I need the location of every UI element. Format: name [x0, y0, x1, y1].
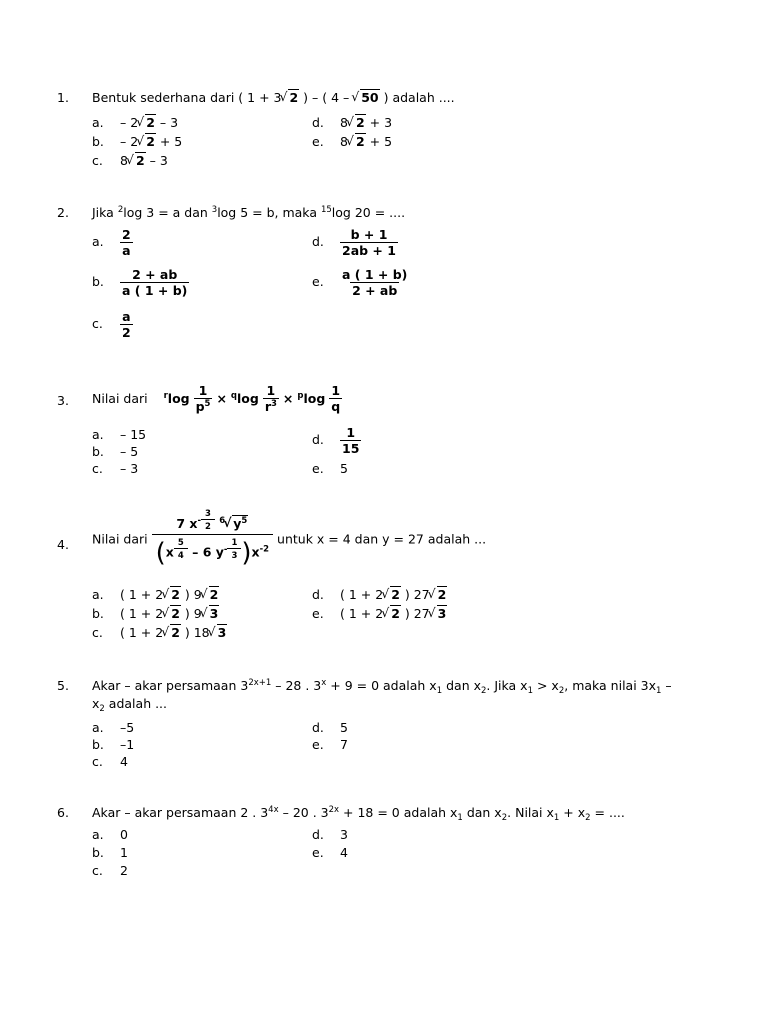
option-c: c. – 3 — [92, 461, 139, 476]
option-e: e. 8√ 2 + 5 — [312, 134, 392, 149]
option-a: a. ( 1 + 2√ 2 ) 9√ 2 — [92, 587, 219, 602]
option-d: d. 3 — [312, 827, 348, 842]
option-d: d. $\frac{b + 1}{2ab + 1}$ — [312, 227, 396, 258]
option-e: e. ( 1 + 2√ 2 ) 27√ 3 — [312, 606, 447, 621]
question-number: 5. — [57, 678, 69, 693]
question-stem: Akar – akar persamaan 2 . $3^{4x} - 20$ . $3^{2x} + 18 = 0$ adalah $x_1$ dan $x_2$. Nilai $x_1 + x_2$ = .... — [92, 805, 625, 823]
option-e: e. $\frac{a ( 1 + b)}{2 + ab}$ — [312, 267, 408, 298]
question-number: 4. — [57, 537, 69, 552]
option-e: e. 4 — [312, 845, 348, 860]
option-d: d. 8√ 2 + 3 — [312, 115, 392, 130]
option-b: b. – 5 — [92, 444, 139, 459]
option-c: c. ( 1 + 2√ 2 ) 18√ 3 — [92, 625, 227, 640]
option-c: c. $\frac{a}{2}$ — [92, 309, 131, 340]
question-number: 1. — [57, 90, 69, 105]
question-number: 6. — [57, 805, 69, 820]
option-a: a. – 15 — [92, 427, 147, 442]
option-c: c. 4 — [92, 754, 128, 769]
option-a: a. $\frac{2}{a}$ — [92, 227, 131, 258]
question-number: 3. — [57, 393, 69, 408]
option-d: d. 5 — [312, 720, 348, 735]
option-b: b. $\frac{2 + ab}{a ( 1 + b)}$ — [92, 267, 188, 298]
option-e: e. 5 — [312, 461, 348, 476]
option-c: c. 2 — [92, 863, 128, 878]
option-b: b. ( 1 + 2√ 2 ) 9√ 3 — [92, 606, 219, 621]
option-c: c. 8√ 2 – 3 — [92, 153, 168, 168]
question-stem-line2: $x_2$ adalah ... — [92, 696, 168, 714]
question-stem: Nilai dari $^r$log $\frac{1}{p^5}$ × $^q$log $\frac{1}{r^3}$ × $^p$log $\frac{1}{q}$ — [92, 383, 341, 414]
question-number: 2. — [57, 205, 69, 220]
option-d: d. ( 1 + 2√ 2 ) 27√ 2 — [312, 587, 447, 602]
option-e: e. 7 — [312, 737, 348, 752]
expression-fraction: 7 $x^{- \frac{3}{2}}$ $^6$√ $y^5$ (x $^{\frac{5}{4}}$ – 6 $y^{- \frac{1}{3}}$ )$x^{-2}$ — [152, 510, 273, 568]
question-stem: Jika $^2$log 3 = a dan $^3$log 5 = b, maka $^{15}$log 20 = .... — [92, 205, 406, 220]
question-stem: Nilai dari 7 $x^{- \frac{3}{2}}$ $^6$√ $y^5$ (x $^{\frac{5}{4}}$ – 6 $y^{- \frac{1}{3}}$ )$x^{-2}$ untuk x = 4 dan y = 27 adalah ... — [92, 510, 486, 568]
option-a: a. –5 — [92, 720, 135, 735]
option-a: a. 0 — [92, 827, 128, 842]
option-a: a. – 2√ 2 – 3 — [92, 115, 178, 130]
option-b: b. – 2√ 2 + 5 — [92, 134, 182, 149]
option-b: b. 1 — [92, 845, 128, 860]
question-stem: Akar – akar persamaan $3^{2x+1} - 28$ . $3^x + 9 = 0$ adalah $x_1$ dan $x_2$. Jika $x_1 > x_2$, maka nilai $3x_1$ – — [92, 678, 672, 696]
option-b: b. –1 — [92, 737, 135, 752]
question-stem: Bentuk sederhana dari ( 1 + 3√ 2 ) – ( 4 – √ 50 ) adalah .... — [92, 90, 455, 105]
option-d: d. $\frac{1}{15}$ — [312, 425, 360, 456]
